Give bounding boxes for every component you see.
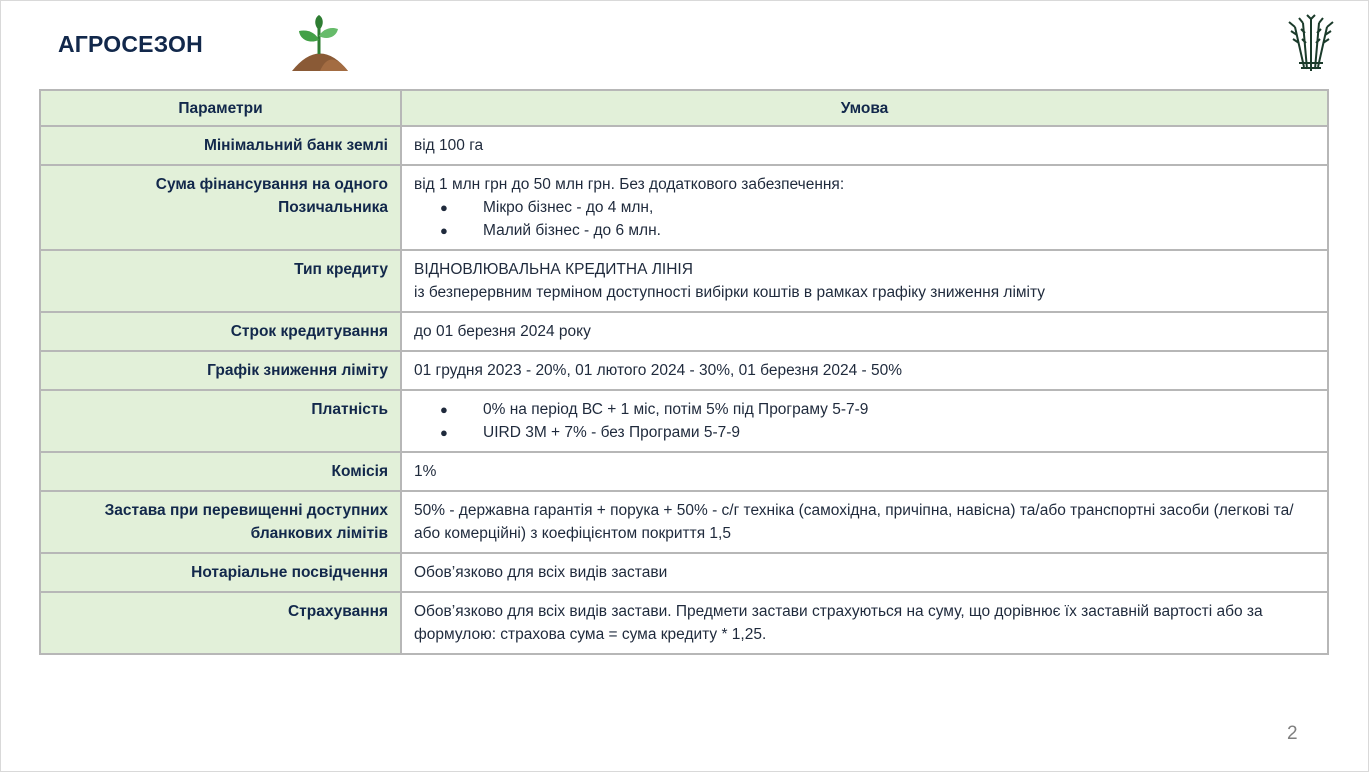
- bullet-icon: ●: [440, 200, 448, 215]
- table-row: [40, 250, 1328, 312]
- list-item: [440, 398, 1315, 421]
- bullet-icon: ●: [440, 223, 448, 238]
- list-item: [440, 219, 1315, 242]
- parameter-cell: Комісія: [40, 452, 401, 491]
- table-row: [40, 390, 1328, 452]
- slide-title: АГРОСЕЗОН: [58, 31, 203, 57]
- table-row: [40, 312, 1328, 351]
- bullet-list: [414, 398, 1315, 444]
- wheat-logo-icon: [1285, 13, 1337, 75]
- condition-text: Обов’язково для всіх видів застави: [414, 564, 668, 581]
- parameter-cell: Страхування: [40, 592, 401, 654]
- page-number: 2: [1287, 723, 1298, 744]
- header-parameters: Параметри: [40, 90, 401, 126]
- condition-text: 01 грудня 2023 - 20%, 01 лютого 2024 - 30%, 01 березня 2024 - 50%: [414, 362, 903, 379]
- condition-text: 1%: [414, 463, 437, 480]
- bullet-text: 0% на період ВС + 1 міс, потім 5% під Програму 5-7-9: [483, 401, 869, 418]
- condition-text: до 01 березня 2024 року: [414, 323, 591, 340]
- condition-cell: [401, 452, 1328, 491]
- table-row: [40, 553, 1328, 592]
- condition-cell: [401, 351, 1328, 390]
- parameter-cell: Графік зниження ліміту: [40, 351, 401, 390]
- bullet-list: [414, 196, 1315, 242]
- parameter-cell: Тип кредиту: [40, 250, 401, 312]
- parameter-cell: Строк кредитування: [40, 312, 401, 351]
- table-row: [40, 452, 1328, 491]
- sprout-icon: [290, 14, 350, 72]
- condition-text: 50% - державна гарантія + порука + 50% - с/г техніка (самохідна, причіпна, навісна) та/або транспортні засоби (легкові та/або комерційні) з коефіцієнтом покриття 1,5: [414, 502, 1294, 542]
- condition-text: від 100 га: [414, 137, 484, 154]
- header-condition: Умова: [401, 90, 1328, 126]
- bullet-icon: ●: [440, 402, 448, 417]
- condition-text: із безперервним терміном доступності вибірки коштів в рамках графіку зниження ліміту: [414, 284, 1046, 301]
- bullet-text: Мікро бізнес - до 4 млн,: [483, 199, 654, 216]
- condition-text: ВІДНОВЛЮВАЛЬНА КРЕДИТНА ЛІНІЯ: [414, 261, 693, 278]
- parameter-cell: Сума фінансування на одного Позичальника: [40, 165, 401, 250]
- condition-cell: [401, 553, 1328, 592]
- parameter-cell: Платність: [40, 390, 401, 452]
- bullet-text: UIRD 3M + 7% - без Програми 5-7-9: [483, 424, 741, 441]
- conditions-table: [39, 89, 1329, 655]
- table-body: [40, 126, 1328, 654]
- list-item: [440, 421, 1315, 444]
- condition-text: Обов’язково для всіх видів застави. Предмети застави страхуються на суму, що дорівнює їх заставній вартості або за формулою: страхова сума = сума кредиту * 1,25.: [414, 603, 1263, 643]
- parameter-cell: Застава при перевищенні доступних бланкових лімітів: [40, 491, 401, 553]
- condition-cell: [401, 592, 1328, 654]
- table-row: [40, 351, 1328, 390]
- condition-cell: [401, 491, 1328, 553]
- condition-cell: [401, 126, 1328, 165]
- table-row: [40, 592, 1328, 654]
- table-row: [40, 491, 1328, 553]
- bullet-icon: ●: [440, 425, 448, 440]
- bullet-text: Малий бізнес - до 6 млн.: [483, 222, 661, 239]
- table-row: [40, 126, 1328, 165]
- condition-cell: [401, 250, 1328, 312]
- parameter-cell: Мінімальний банк землі: [40, 126, 401, 165]
- parameter-cell: Нотаріальне посвідчення: [40, 553, 401, 592]
- condition-cell: [401, 165, 1328, 250]
- list-item: [440, 196, 1315, 219]
- table-row: [40, 165, 1328, 250]
- condition-cell: [401, 390, 1328, 452]
- condition-text: від 1 млн грн до 50 млн грн. Без додаткового забезпечення:: [414, 176, 845, 193]
- condition-cell: [401, 312, 1328, 351]
- table-header-row: [40, 90, 1328, 126]
